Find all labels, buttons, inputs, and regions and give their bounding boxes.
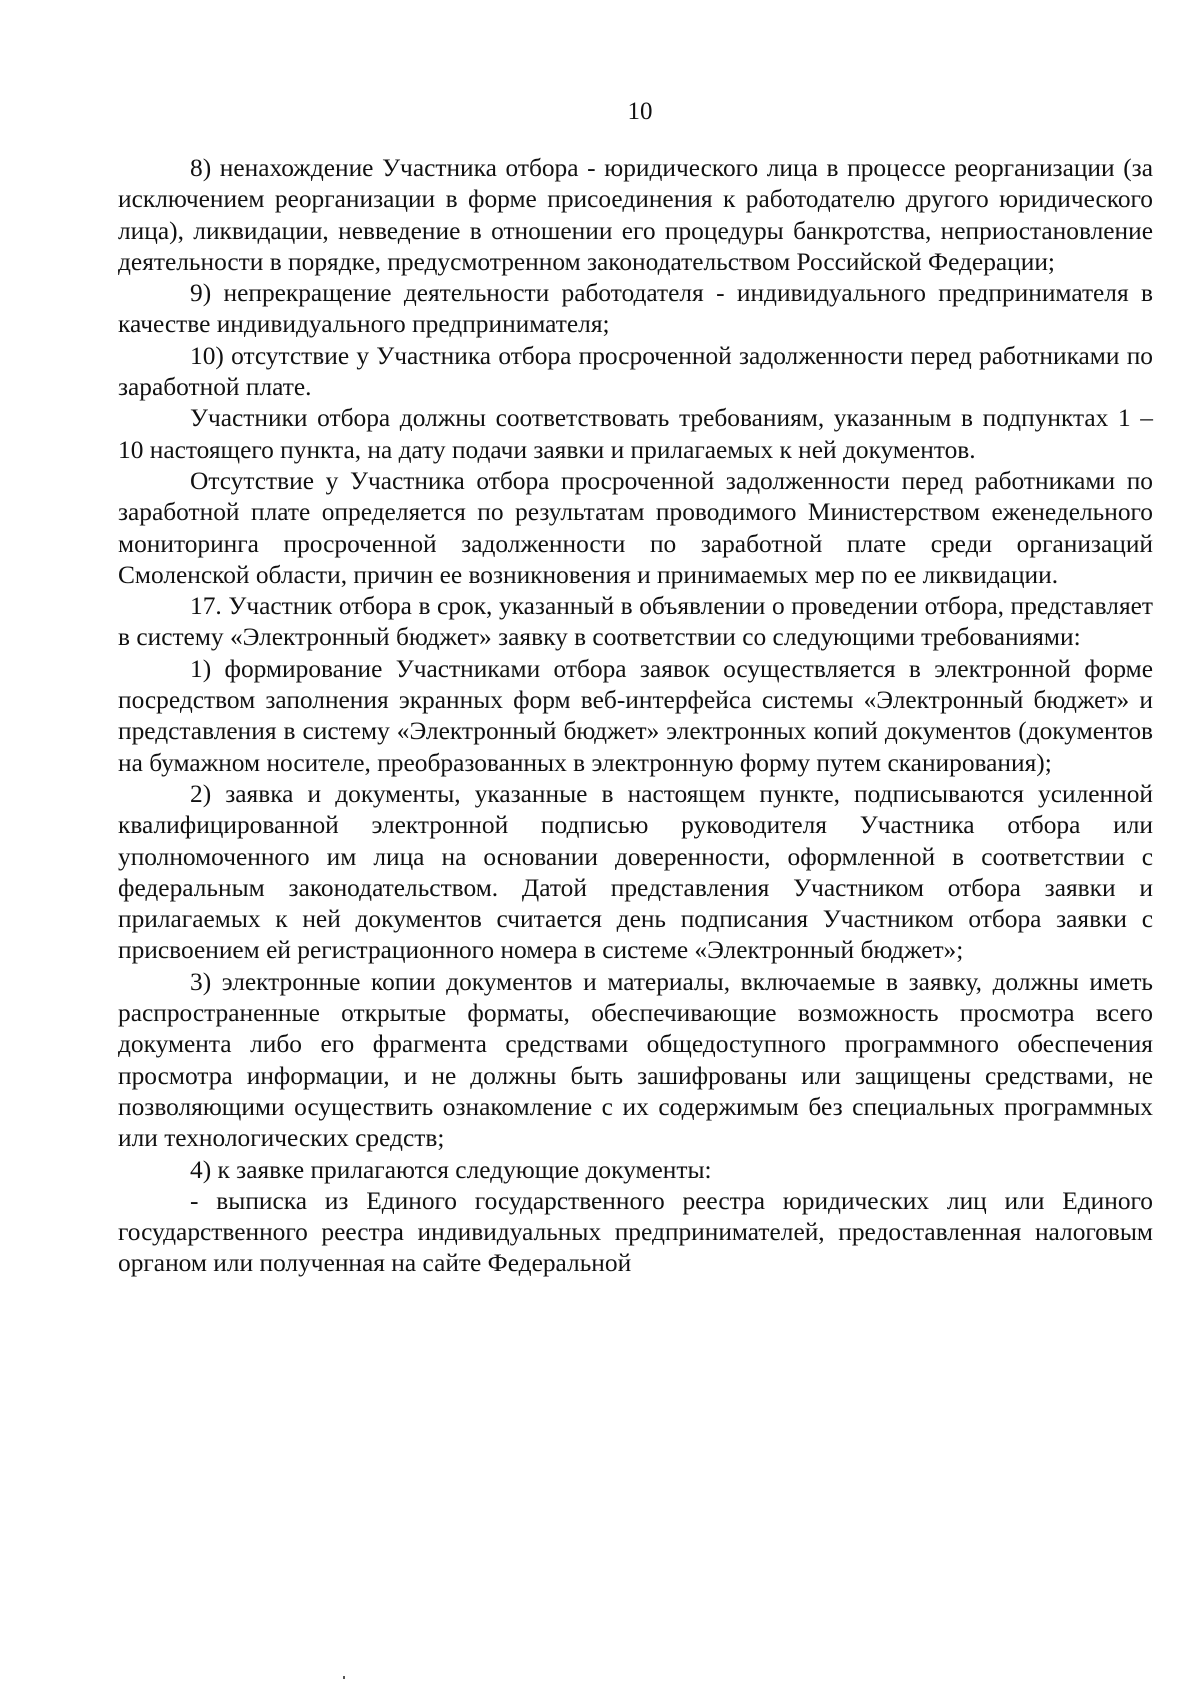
document-body xyxy=(118,153,1153,1280)
page-number: 10 xyxy=(627,98,653,125)
paragraph-req-2: 2) заявка и документы, указанные в настоящем пункте, подписываются усиленной квалифицированной электронной подписью руководителя Участника отбора или уполномоченного им лица на основании доверенности, оформленной в соответствии с федеральным законодательством. Датой представления Участником отбора заявки и прилагаемых к ней документов считается день подписания Участником отбора заявки с присвоением ей регистрационного номера в системе «Электронный бюджет»; xyxy=(118,779,1153,965)
paragraph-item-9: 9) непрекращение деятельности работодателя - индивидуального предпринимателя в качестве индивидуального предпринимателя; xyxy=(118,279,1153,339)
paragraph-extract-item: - выписка из Единого государственного реестра юридических лиц или Единого государственного реестра индивидуальных предпринимателей, предоставленная налоговым органом или полученная на сайте Федеральной xyxy=(118,1186,1153,1278)
paragraph-debt-monitoring: Отсутствие у Участника отбора просроченной задолженности перед работниками по заработной плате определяется по результатам проводимого Министерством еженедельного мониторинга просроченной задолженности по заработной плате среди организаций Смоленской области, причин ее возникновения и принимаемых мер по ее ликвидации. xyxy=(118,466,1153,589)
paragraph-section-17: 17. Участник отбора в срок, указанный в объявлении о проведении отбора, представляет в систему «Электронный бюджет» заявку в соответствии со следующими требованиями: xyxy=(118,592,1153,652)
paragraph-req-4: 4) к заявке прилагаются следующие документы: xyxy=(190,1155,712,1184)
paragraph-item-10: 10) отсутствие у Участника отбора просроченной задолженности перед работниками по заработной плате. xyxy=(118,341,1153,402)
paragraph-req-1: 1) формирование Участниками отбора заявок осуществляется в электронной форме посредством заполнения экранных форм веб-интерфейса системы «Электронный бюджет» и представления в систему «Электронный бюджет» электронных копий документов (документов на бумажном носителе, преобразованных в электронную форму путем сканирования); xyxy=(118,654,1153,777)
paragraph-req-3: 3) электронные копии документов и материалы, включаемые в заявку, должны иметь распространенные открытые форматы, обеспечивающие возможность просмотра всего документа либо его фрагмента средствами общедоступного программного обеспечения просмотра информации, и не должны быть зашифрованы или защищены средствами, не позволяющими осуществить ознакомление с их содержимым без специальных программных или технологических средств; xyxy=(118,967,1153,1153)
paragraph-item-8: 8) ненахождение Участника отбора - юридического лица в процессе реорганизации (за исключением реорганизации в форме присоединения к работодателю другого юридического лица), ликвидации, невведение в отношении его процедуры банкротства, неприостановление деятельности в порядке, предусмотренном законодательством Российской Федерации; xyxy=(118,154,1153,276)
paragraph-requirements-note: Участники отбора должны соответствовать требованиям, указанным в подпунктах 1 – 10 настоящего пункта, на дату подачи заявки и прилагаемых к ней документов. xyxy=(118,404,1153,464)
scan-speck xyxy=(343,1676,345,1679)
